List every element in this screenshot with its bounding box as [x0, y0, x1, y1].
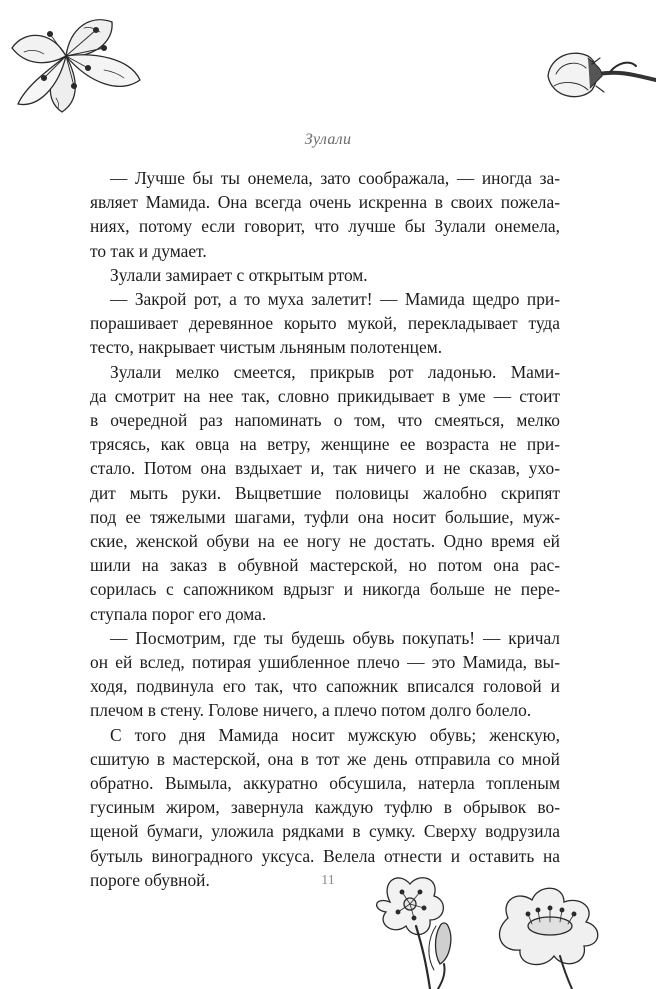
text-line: Зулали мелко смеется, прикрыв рот ладонью. Мами- — [110, 361, 560, 382]
text-line: ступала порог его дома. — [90, 603, 267, 624]
text-line: ниях, потому если говорит, что лучше бы Зулали онемела, — [90, 216, 560, 237]
text-line: щеной бумаги, уложила рядками в сумку. Сверху водрузила — [90, 821, 560, 842]
text-line: да смотрит на нее так, словно прикидывает в уме — стоит — [90, 385, 560, 406]
paragraph — [90, 360, 560, 626]
text-line: — Лучше бы ты онемела, зато соображала, — иногда за- — [110, 168, 560, 188]
text-line: ходя, подвинула его так, что сапожник вписался головой и — [90, 676, 560, 697]
text-line: бутыль виноградного уксуса. Велела отнести и оставить на — [90, 845, 560, 866]
text-line: ские, женской обуви на ее ногу не достать. Одно время ей — [90, 531, 560, 552]
text-line: плечом в стену. Голове ничего, а плечо потом долго болело. — [90, 700, 532, 721]
text-line: он ей вслед, потирая ушибленное плечо — это Мамида, вы- — [90, 652, 560, 673]
text-line: сшитую в мастерской, она в тот же день отправила со мной — [90, 748, 560, 769]
text-line: Зулали замирает с открытым ртом. — [110, 264, 368, 285]
paragraph — [90, 287, 560, 360]
page-number: 11 — [321, 873, 335, 888]
text-line: — Посмотрим, где ты будешь обувь покупать! — кричал — [110, 627, 560, 648]
body-text — [90, 166, 560, 892]
paragraph — [90, 263, 560, 287]
text-line: стало. Потом она вздыхает и, так ничего и не сказав, ухо- — [90, 458, 560, 479]
text-line: являет Мамида. Она всегда очень искренна в своих пожела- — [90, 192, 560, 213]
text-line: С того дня Мамида носит мужскую обувь; женскую, — [110, 724, 560, 745]
text-line: порашивает деревянное корыто мукой, перекладывает туда — [90, 313, 560, 334]
blossom-branch-icon — [350, 866, 650, 989]
text-line: пороге обувной. — [90, 869, 210, 890]
text-line: — Закрой рот, а то муха залетит! — Мамида щедро при- — [110, 289, 560, 310]
paragraph — [90, 626, 560, 723]
flower-bud-icon — [540, 40, 656, 110]
text-line: сорилась с сапожником вдрызг и никогда больше не пере- — [90, 579, 560, 600]
running-head: Зулали — [304, 131, 352, 148]
text-line: под ее тяжелыми шагами, туфли она носит большие, муж- — [90, 506, 560, 527]
text-line: в очередной раз напоминать о том, что смеяться, мелко — [90, 410, 560, 431]
paragraph — [90, 166, 560, 263]
blossom-flower-icon — [4, 8, 144, 118]
text-line: трясясь, как овца на ветру, женщине ее возраста не при- — [90, 434, 560, 455]
text-line: то так и думает. — [90, 240, 207, 261]
text-line: обратно. Вымыла, аккуратно обсушила, натерла топленым — [90, 773, 560, 794]
text-line: дит мыть руки. Выцветшие половицы жалобно скрипят — [90, 482, 560, 503]
text-line: тесто, накрывает чистым льняным полотенцем. — [90, 337, 443, 358]
text-line: гусиным жиром, завернула каждую туфлю в обрывок во- — [90, 797, 560, 818]
text-line: шили на заказ в обувной мастерской, но потом она рас- — [90, 555, 560, 576]
